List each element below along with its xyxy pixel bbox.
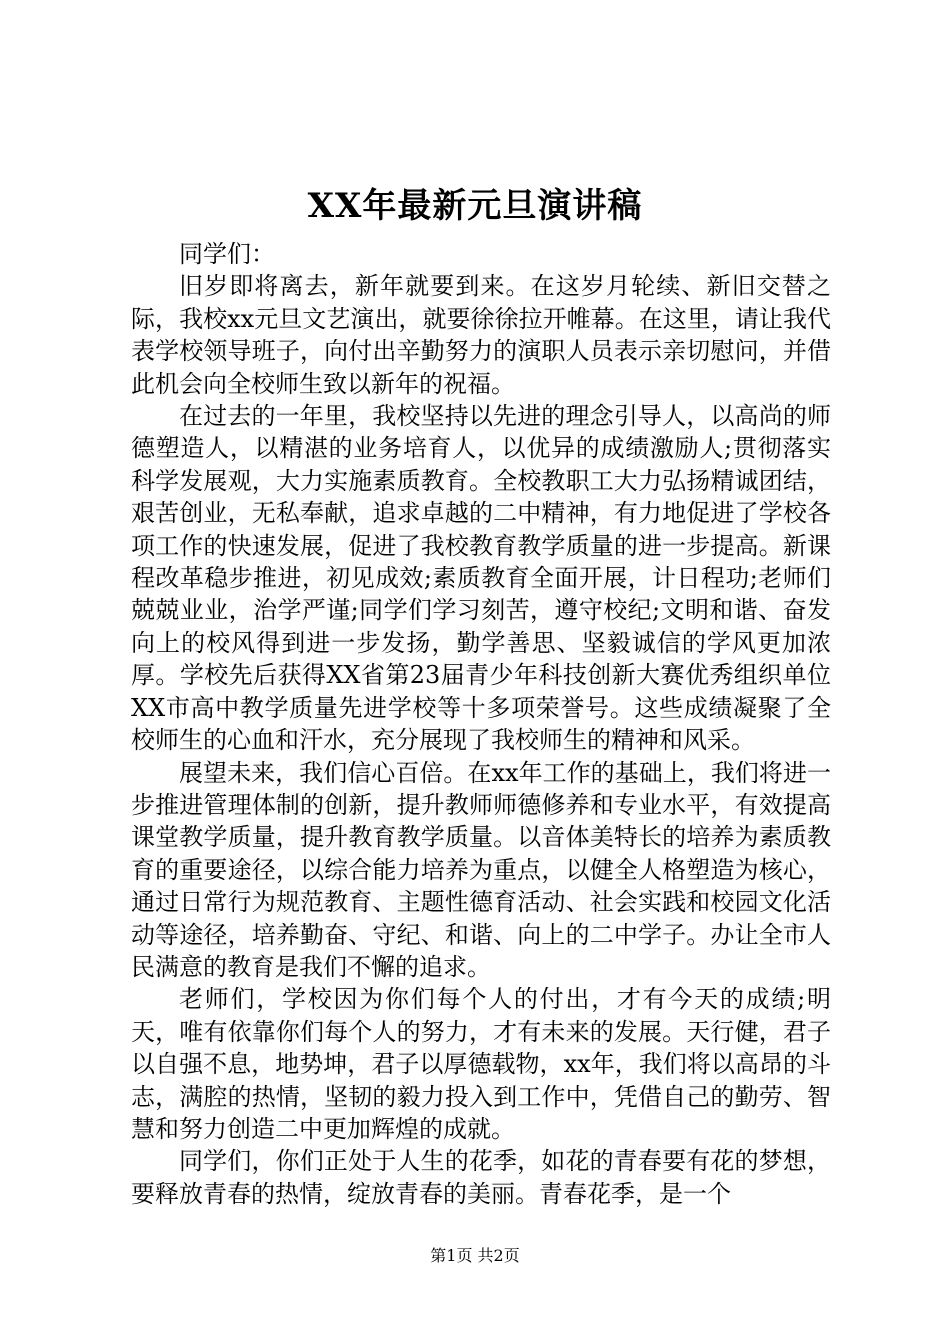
body-paragraph: 老师们，学校因为你们每个人的付出，才有今天的成绩;明天，唯有依靠你们每个人的努力，才有未来的发展。天行健，君子以自强不息，地势坤，君子以厚德载物，xx年，我们将以高昂的斗志，满腔的热情，坚韧的毅力投入到工作中，凭借自己的勤劳、智慧和努力创造二中更加辉煌的成就。 <box>131 985 831 1143</box>
body-paragraph: 同学们，你们正处于人生的花季，如花的青春要有花的梦想，要释放青春的热情，绽放青春的美丽。青春花季，是一个 <box>131 1147 831 1208</box>
body-paragraph: 在过去的一年里，我校坚持以先进的理念引导人，以高尚的师德塑造人，以精湛的业务培育人，以优异的成绩激励人;贯彻落实科学发展观，大力实施素质教育。全校教职工大力弘扬精诚团结，艰苦创业，无私奉献，追求卓越的二中精神，有力地促进了学校各项工作的快速发展，促进了我校教育教学质量的进一步提高。新课程改革稳步推进，初见成效;素质教育全面开展，计日程功;老师们兢兢业业，治学严谨;同学们学习刻苦，遵守校纪;文明和谐、奋发向上的校风得到进一步发扬，勤学善思、坚毅诚信的学风更加浓厚。学校先后获得XX省第23届青少年科技创新大赛优秀组织单位XX市高中教学质量先进学校等十多项荣誉号。这些成绩凝聚了全校师生的心血和汗水，充分展现了我校师生的精神和风采。 <box>131 402 831 755</box>
page-footer: 第1页 共2页 <box>430 1246 520 1265</box>
body-paragraph: 展望未来，我们信心百倍。在xx年工作的基础上，我们将进一步推进管理体制的创新，提升教师师德修养和专业水平，有效提高课堂教学质量，提升教育教学质量。以音体美特长的培养为素质教育的重要途径，以综合能力培养为重点，以健全人格塑造为核心，通过日常行为规范教育、主题性德育活动、社会实践和校园文化活动等途径，培养勤奋、守纪、和谐、向上的二中学子。办让全市人民满意的教育是我们不懈的追求。 <box>131 758 831 981</box>
document-body <box>131 238 831 1210</box>
greeting-paragraph: 同学们： <box>179 240 275 268</box>
document-title: XX年最新元旦演讲稿 <box>307 186 643 226</box>
body-paragraph: 旧岁即将离去，新年就要到来。在这岁月轮续、新旧交替之际，我校xx元旦文艺演出，就要徐徐拉开帷幕。在这里，请让我代表学校领导班子，向付出辛勤努力的演职人员表示亲切慰问，并借此机会向全校师生致以新年的祝福。 <box>131 272 831 398</box>
